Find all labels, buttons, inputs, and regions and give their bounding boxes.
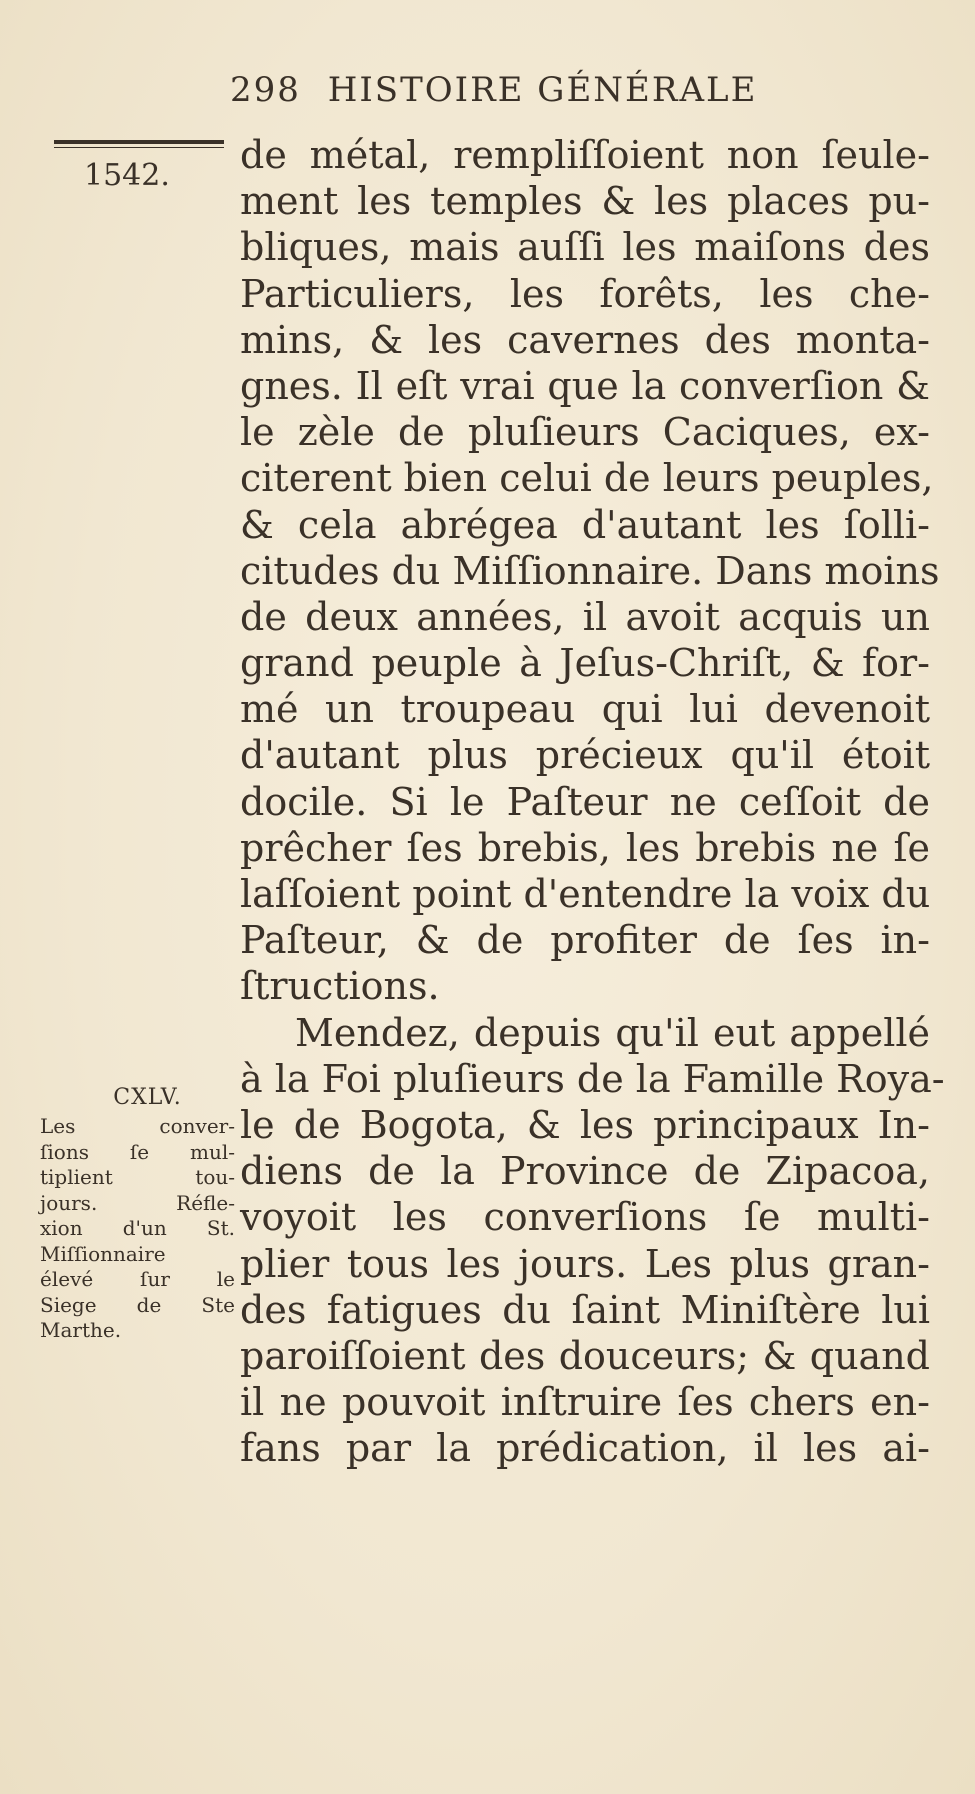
margin-note-line: ſions ſe mul- xyxy=(40,1139,235,1164)
margin-note-line: xion d'un St. xyxy=(40,1216,235,1240)
text-line: grand peuple à Jeſus-Chriſt, & for- xyxy=(240,641,930,686)
margin-note xyxy=(40,1085,235,1344)
text-line: Particuliers, les forêts, les che- xyxy=(240,271,930,316)
text-line: citerent bien celui de leurs peuples, xyxy=(240,456,934,501)
margin-note-line: Miſſionnaire xyxy=(40,1241,166,1266)
margin-note-line: Siege de Ste xyxy=(40,1292,235,1317)
margin-rule xyxy=(54,140,224,152)
text-line: des fatigues du ſaint Miniſtère lui xyxy=(240,1287,930,1332)
rule-thin xyxy=(54,147,224,148)
text-line: voyoit les converſions ſe multi- xyxy=(240,1195,930,1240)
text-line: bliques, mais auſſi les maiſons des xyxy=(240,225,930,270)
text-line: mins, & les cavernes des monta- xyxy=(240,317,930,362)
margin-note-line: Marthe. xyxy=(40,1318,122,1342)
margin-note-line: jours. Réfle- xyxy=(40,1190,235,1215)
margin-year: 1542. xyxy=(84,158,170,193)
section-number: CXLV. xyxy=(113,1085,182,1110)
text-line: ſtructions. xyxy=(240,964,440,1009)
text-line: à la Foi pluſieurs de la Famille Roya- xyxy=(240,1056,945,1101)
text-line: plier tous les jours. Les plus gran- xyxy=(240,1241,930,1286)
text-line: de deux années, il avoit acquis un xyxy=(240,594,930,639)
margin-note-line: Les conver- xyxy=(40,1114,235,1138)
text-line: le zèle de pluſieurs Caciques, ex- xyxy=(240,410,930,455)
margin-note-line: tiplient tou- xyxy=(40,1165,235,1189)
running-header xyxy=(230,70,930,122)
text-line: diens de la Province de Zipacoa, xyxy=(240,1149,930,1194)
text-line: le de Bogota, & les principaux In- xyxy=(240,1102,930,1147)
text-line: prêcher ſes brebis, les brebis ne ſe xyxy=(240,825,930,870)
text-line: mé un troupeau qui lui devenoit xyxy=(240,687,930,732)
text-line: & cela abrégea d'autant les ſolli- xyxy=(240,502,930,547)
text-line: Mendez, depuis qu'il eut appellé xyxy=(295,1010,930,1055)
margin-note-line: élevé ſur le xyxy=(40,1267,235,1291)
text-line: Paſteur, & de profiter de ſes in- xyxy=(240,918,930,963)
margin-note-text xyxy=(40,1114,235,1344)
text-line: paroiſſoient des douceurs; & quand xyxy=(240,1333,930,1378)
text-line: docile. Si le Paſteur ne ceſſoit de xyxy=(240,779,930,824)
rule-thick xyxy=(54,140,224,144)
page-number: 298 xyxy=(230,70,301,110)
text-line: il ne pouvoit inſtruire ſes chers en- xyxy=(240,1380,930,1425)
body-text xyxy=(240,132,945,1471)
running-title: HISTOIRE GÉNÉRALE xyxy=(327,70,758,110)
text-line: fans par la prédication, il les ai- xyxy=(240,1426,930,1471)
text-line: citudes du Miſſionnaire. Dans moins xyxy=(240,548,940,593)
text-line: de métal, rempliſſoient non ſeule- xyxy=(240,133,930,177)
text-line: laſſoient point d'entendre la voix du xyxy=(240,872,931,916)
text-line: ment les temples & les places pu- xyxy=(240,179,930,224)
text-line: gnes. Il eſt vrai que la converſion & xyxy=(240,363,930,408)
text-line: d'autant plus précieux qu'il étoit xyxy=(240,733,930,778)
